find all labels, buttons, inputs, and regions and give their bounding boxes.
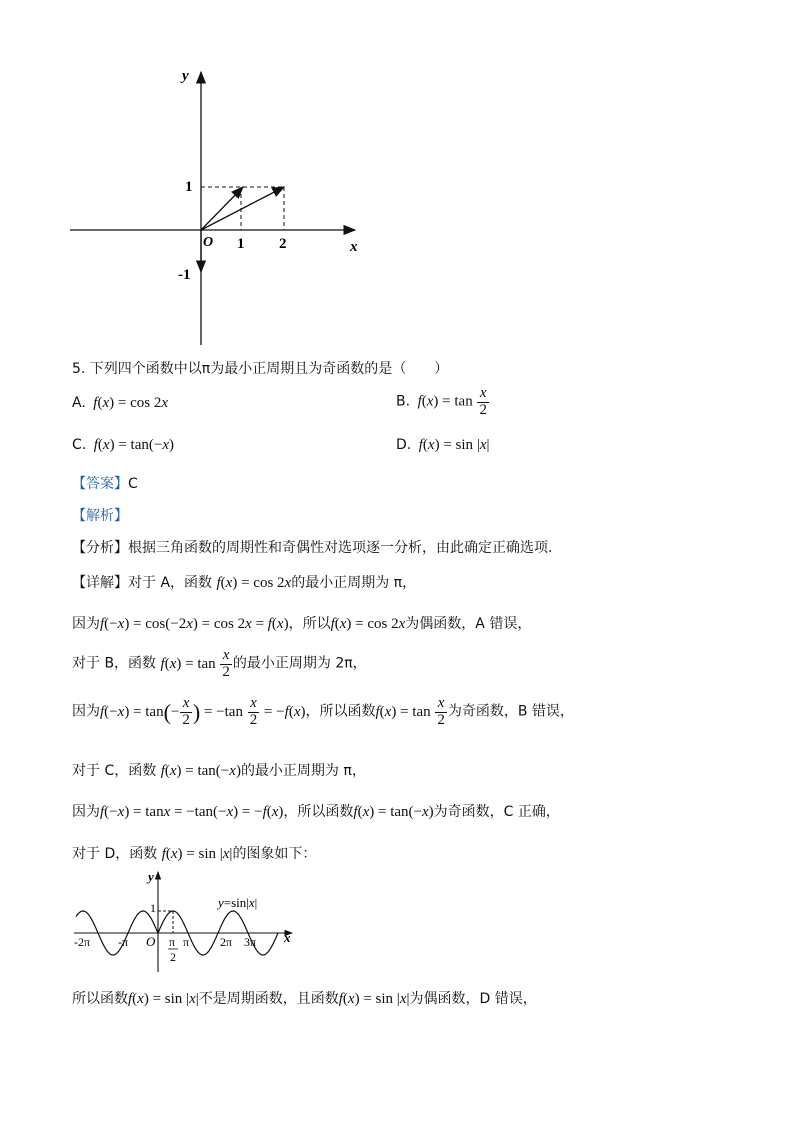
detail-line-1: 【详解】对于 A，函数 f(x) = cos 2x的最小正周期为 π， (72, 575, 417, 591)
fraction-x-over-2: $\frac{x}{2}$ (479, 385, 487, 418)
origin-label: O (203, 235, 214, 250)
text: ，所以 (288, 616, 331, 632)
eq-sign: = (117, 395, 127, 411)
tick-pi-over-2-den: 2 (170, 950, 176, 964)
func-f: f (93, 395, 98, 411)
tick-x-1: 1 (237, 236, 245, 252)
text: 的最小正周期为 π， (240, 763, 366, 779)
tan: tan (130, 437, 149, 453)
fenxi-line: 【分析】根据三角函数的周期性和奇偶性对选项逐一分析，由此确定正确选项. (72, 540, 553, 556)
text: 因为 (72, 616, 100, 632)
analysis-label: 【解析】 (72, 508, 128, 524)
sin: sin (455, 437, 474, 453)
y-axis-label: y (182, 68, 189, 84)
eq-sign: = (443, 437, 452, 453)
detail-line-6: 因为f(−x) = tanx = −tan(−x) = −f(x)，所以函数f(x) = tan(−x)为奇函数，C 正确， (72, 804, 560, 820)
text: 的最小正周期为 2π， (232, 655, 367, 672)
option-a-letter: A. (72, 395, 86, 411)
text: 不是周期函数，且函数 (198, 991, 339, 1007)
tick-3pi: 3π (244, 935, 257, 949)
vector-to-1-1 (201, 187, 243, 230)
detail-line-2: 因为f(−x) = cos(−2x) = cos 2x = f(x)，所以f(x) = cos 2x为偶函数，A 错误， (72, 616, 532, 632)
text: 对于 D，函数 (72, 846, 158, 862)
text: 为偶函数，A 错误， (405, 616, 532, 632)
sin-abs-graph (70, 866, 310, 978)
tick-x-2: 2 (279, 236, 287, 252)
text: 因为 (72, 804, 100, 820)
origin-label: O (146, 934, 156, 949)
option-c-letter: C. (72, 437, 87, 453)
func-f: f (417, 393, 422, 410)
var-x: x (102, 395, 110, 411)
y-label: y (148, 869, 154, 884)
x-label: x (284, 930, 291, 945)
text: 所以函数 (72, 991, 128, 1007)
tick-y-1: 1 (185, 179, 193, 195)
text: 为奇函数，B 错误， (447, 703, 574, 720)
tick-neg-2pi: -2π (74, 935, 91, 949)
text: 【详解】对于 A，函数 (72, 575, 213, 591)
func-f: f (418, 437, 423, 453)
text: ，所以函数 (283, 804, 354, 820)
tan: tan (454, 393, 473, 410)
tick-pi-over-2-num: π (169, 935, 176, 949)
answer-value: C (128, 476, 138, 492)
eq-sign: = (118, 437, 127, 453)
answer-label: 【答案】 (72, 476, 128, 492)
text: ，所以函数 (305, 703, 376, 720)
eq-sign: = (442, 393, 451, 410)
detail-line-8: 所以函数f(x) = sin |x|不是周期函数，且函数f(x) = sin |x|为偶函数，D 错误， (72, 991, 537, 1007)
var-x: x (426, 393, 434, 410)
cos-2: cos 2 (130, 395, 162, 411)
vector-figure (60, 60, 380, 350)
tick-pi: π (183, 935, 190, 949)
curve-label: y=sin|x| (218, 895, 258, 910)
vector-to-2-1 (201, 187, 284, 230)
text: 对于 B，函数 (72, 655, 157, 672)
detail-line-7: 对于 D，函数 f(x) = sin |x|的图象如下： (72, 846, 317, 862)
answer-line (72, 473, 138, 493)
text: 的最小正周期为 π， (291, 575, 417, 591)
one-label: 1 (150, 901, 156, 915)
text: 对于 C，函数 (72, 763, 157, 779)
var-x: x (427, 437, 435, 453)
func-f: f (93, 437, 98, 453)
option-d: D. f(x) = sin |x| (396, 437, 490, 453)
detail-line-4: 因为f(−x) = tan(− $\frac{x}{2}$ ) = −tan $\frac{x}{2}$ = −f(x)，所以函数f(x) = tan $\frac{x}{2}$ 为奇函数，B 错误， (72, 695, 574, 728)
var-x: x (102, 437, 110, 453)
detail-line-3: 对于 B，函数 f(x) = tan $\frac{x}{2}$ 的最小正周期为 2π， (72, 647, 367, 680)
option-a: A. f(x) = cos 2x (72, 395, 169, 411)
question-stem: 5. 下列四个函数中以π为最小正周期且为奇函数的是（ ） (72, 361, 449, 377)
text: 为奇函数，C 正确， (433, 804, 560, 820)
tick-2pi: 2π (220, 935, 233, 949)
option-d-letter: D. (396, 437, 412, 453)
option-c: C. f(x) = tan(−x) (72, 437, 175, 453)
option-b-letter: B. (396, 393, 411, 410)
option-b: B. f(x) = tan $\frac{x}{2}$ (396, 385, 487, 418)
tick-y-neg1: -1 (178, 267, 191, 283)
x-axis-label: x (350, 239, 358, 255)
var-x: x (162, 437, 170, 453)
detail-line-5: 对于 C，函数 f(x) = tan(−x)的最小正周期为 π， (72, 763, 366, 779)
tick-neg-pi: -π (118, 935, 129, 949)
var-x: x (161, 395, 169, 411)
var-x: x (479, 437, 487, 453)
text: 的图象如下： (232, 846, 317, 862)
text: 因为 (72, 703, 100, 720)
text: 为偶函数，D 错误， (409, 991, 537, 1007)
